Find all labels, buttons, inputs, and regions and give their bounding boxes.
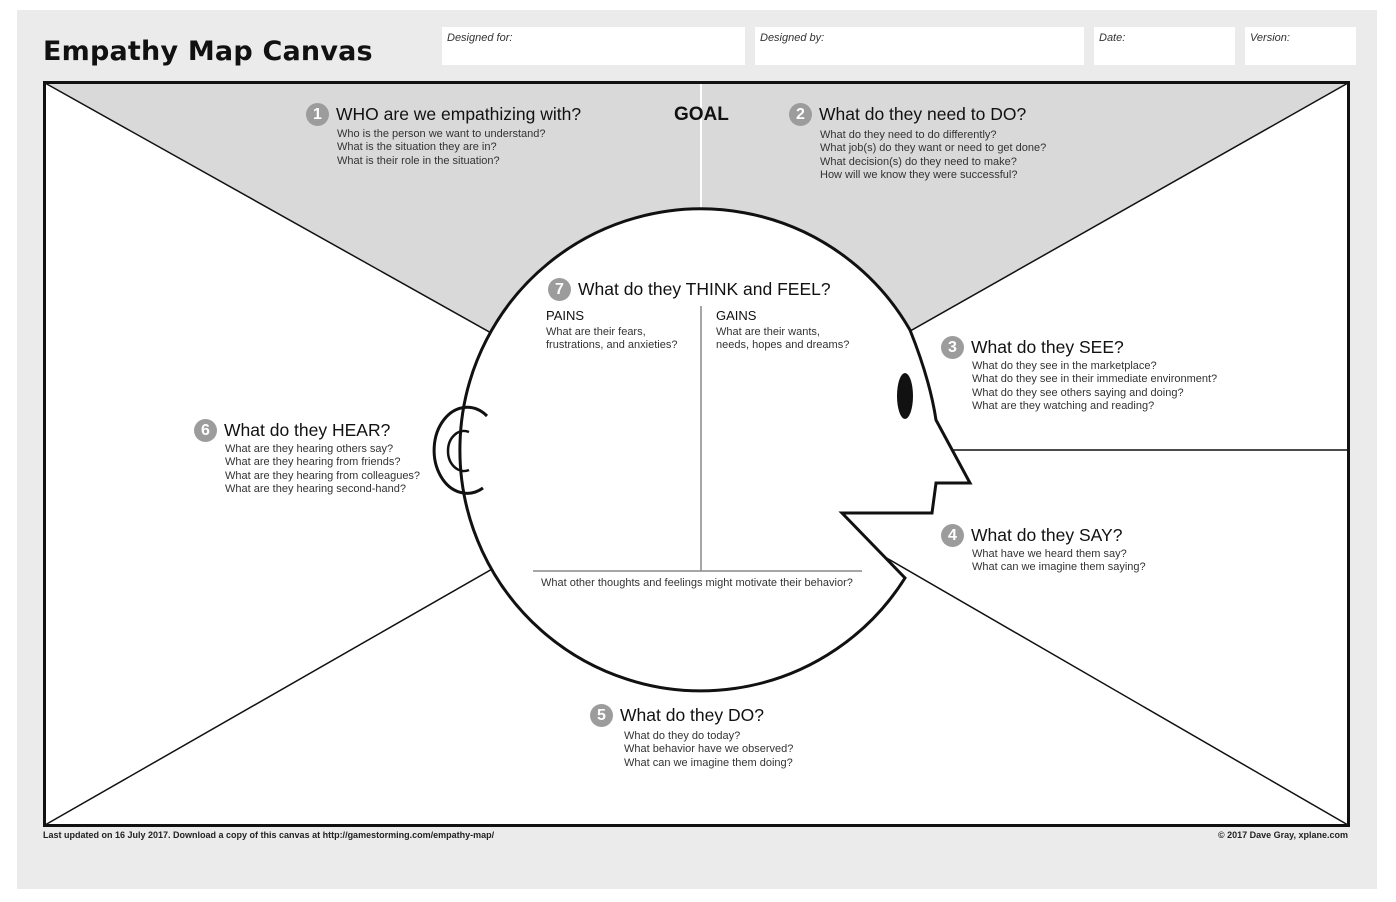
section-see-line: What are they watching and reading? (972, 400, 1155, 413)
section-think-feel[interactable] (548, 278, 831, 301)
section-think-feel-title: What do they THINK and FEEL? (578, 279, 831, 299)
version-label: Version: (1250, 32, 1290, 44)
section-who-line: What is their role in the situation? (337, 154, 500, 167)
section-say-title: What do they SAY? (971, 525, 1123, 545)
designed-for-label: Designed for: (447, 32, 513, 44)
number-badge-3: 3 (941, 336, 964, 359)
footer-copyright: © 2017 Dave Gray, xplane.com (1217, 830, 1348, 840)
pains-line: frustrations, and anxieties? (546, 339, 678, 352)
goal-label: GOAL (674, 104, 729, 125)
section-see-line: What do they see others saying and doing? (972, 386, 1184, 399)
page-title: Empathy Map Canvas (43, 36, 373, 67)
gains-line: needs, hopes and dreams? (716, 339, 850, 352)
section-need-to-do-line: How will we know they were successful? (820, 169, 1018, 182)
number-badge-1: 1 (306, 103, 329, 126)
section-hear-line: What are they hearing from friends? (225, 456, 401, 469)
section-hear-line: What are they hearing from colleagues? (225, 469, 421, 482)
gains-title: GAINS (716, 308, 757, 323)
section-see-title: What do they SEE? (971, 337, 1124, 357)
number-badge-5: 5 (590, 704, 613, 727)
pains-line: What are their fears, (546, 326, 646, 338)
section-do-title: What do they DO? (620, 705, 764, 725)
section-hear-line: What are they hearing second-hand? (225, 483, 407, 496)
section-do-line: What behavior have we observed? (624, 743, 794, 756)
number-badge-4: 4 (941, 524, 964, 547)
section-who[interactable] (306, 103, 581, 168)
eye-icon (897, 373, 913, 419)
number-badge-6: 6 (194, 419, 217, 442)
section-who-line: What is the situation they are in? (337, 141, 497, 154)
section-see[interactable] (941, 336, 1217, 414)
date-label: Date: (1099, 32, 1126, 44)
section-need-to-do[interactable] (789, 103, 1046, 183)
section-hear-title: What do they HEAR? (224, 420, 391, 440)
section-hear[interactable] (194, 419, 420, 497)
pains-title: PAINS (546, 308, 585, 323)
section-need-to-do-title: What do they need to DO? (819, 104, 1027, 124)
section-who-line: Who is the person we want to understand? (337, 128, 546, 140)
motivate-prompt: What other thoughts and feelings might motivate their behavior? (541, 577, 853, 589)
section-say-line: What can we imagine them saying? (972, 561, 1146, 574)
number-badge-7: 7 (548, 278, 571, 301)
section-say-line: What have we heard them say? (972, 548, 1127, 560)
footer-update-note: Last updated on 16 July 2017. Download a copy of this canvas at http://gamestorming.com/empathy-map/ (43, 830, 495, 840)
section-see-line: What do they see in the marketplace? (972, 360, 1157, 372)
section-need-to-do-line: What decision(s) do they need to make? (820, 155, 1017, 168)
section-see-line: What do they see in their immediate environment? (972, 373, 1218, 386)
section-who-title: WHO are we empathizing with? (336, 104, 582, 124)
section-do[interactable] (590, 704, 793, 770)
section-hear-line: What are they hearing others say? (225, 443, 394, 455)
section-do-line: What do they do today? (624, 730, 741, 742)
section-say[interactable] (941, 524, 1146, 575)
designed-by-label: Designed by: (760, 32, 825, 44)
gains-line: What are their wants, (716, 326, 820, 338)
section-do-line: What can we imagine them doing? (624, 756, 793, 769)
section-need-to-do-line: What job(s) do they want or need to get done? (820, 142, 1047, 155)
number-badge-2: 2 (789, 103, 812, 126)
gains-area[interactable] (716, 308, 849, 353)
pains-area[interactable] (546, 308, 677, 353)
section-need-to-do-line: What do they need to do differently? (820, 129, 997, 141)
